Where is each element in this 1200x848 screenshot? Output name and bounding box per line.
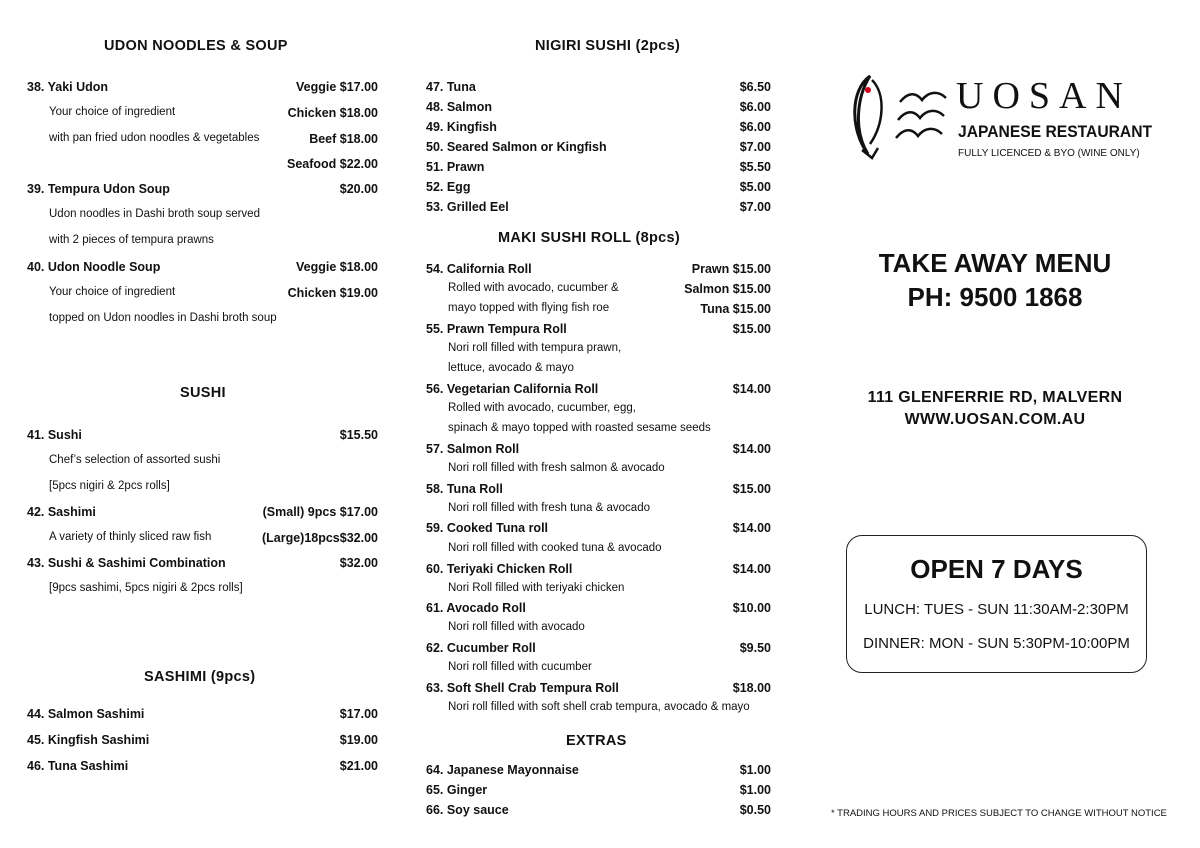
price-57: $14.00 [732,442,771,456]
desc-54-2: mayo topped with flying fish roe [448,302,610,314]
menu-item-66: 66. Soy sauce [426,803,509,817]
price-58: $15.00 [732,482,771,496]
sushi-section-title: SUSHI [180,385,226,401]
menu-item-65: 65. Ginger [426,783,488,797]
price-46: $21.00 [339,759,378,773]
sashimi-section-title: SASHIMI (9pcs) [144,669,256,685]
menu-item-41: 41. Sushi [27,428,82,442]
desc-54-1: Rolled with avocado, cucumber & [448,282,619,294]
price-54-salmon: Salmon $15.00 [684,282,771,296]
desc-55-2: lettuce, avocado & mayo [448,362,574,374]
menu-item-38: 38. Yaki Udon [27,80,109,94]
lunch-hours: LUNCH: TUES - SUN 11:30AM-2:30PM [864,601,1129,618]
menu-item-42: 42. Sashimi [27,505,96,519]
price-53: $7.00 [739,200,771,214]
desc-41-1: Chef’s selection of assorted sushi [49,454,221,466]
maki-section-title: MAKI SUSHI ROLL (8pcs) [498,230,680,246]
desc-61: Nori roll filled with avocado [448,621,585,633]
opening-hours-box [846,535,1147,673]
price-66: $0.50 [739,803,771,817]
price-59: $14.00 [732,521,771,535]
open-days-heading: OPEN 7 DAYS [910,554,1083,584]
licence-note: FULLY LICENCED & BYO (WINE ONLY) [958,148,1140,159]
menu-item-49: 49. Kingfish [426,120,497,134]
desc-56-1: Rolled with avocado, cucumber, egg, [448,402,636,414]
brand-name: UOSAN [956,75,1132,117]
price-42-small: (Small) 9pcs $17.00 [262,505,378,519]
menu-item-40: 40. Udon Noodle Soup [27,260,161,274]
price-63: $18.00 [732,681,771,695]
menu-item-44: 44. Salmon Sashimi [27,707,145,721]
price-48: $6.00 [739,100,771,114]
phone-number: PH: 9500 1868 [907,282,1083,312]
price-50: $7.00 [739,140,771,154]
desc-55-1: Nori roll filled with tempura prawn, [448,342,622,354]
price-38-beef: Beef $18.00 [309,132,378,146]
menu-item-64: 64. Japanese Mayonnaise [426,763,579,777]
menu-item-51: 51. Prawn [426,160,485,174]
price-54-prawn: Prawn $15.00 [691,262,771,276]
menu-item-55: 55. Prawn Tempura Roll [426,322,567,336]
desc-56-2: spinach & mayo topped with roasted sesame seeds [448,422,711,434]
extras-section-title: EXTRAS [566,733,627,749]
price-38-veggie: Veggie $17.00 [295,80,378,94]
desc-42-1: A variety of thinly sliced raw fish [49,531,212,543]
price-38-chicken: Chicken $18.00 [287,106,378,120]
price-45: $19.00 [339,733,378,747]
price-64: $1.00 [739,763,771,777]
price-62: $9.50 [739,641,771,655]
menu-item-56: 56. Vegetarian California Roll [426,382,599,396]
price-52: $5.00 [739,180,771,194]
dinner-hours: DINNER: MON - SUN 5:30PM-10:00PM [863,635,1130,652]
price-51: $5.50 [739,160,771,174]
nigiri-section-title: NIGIRI SUSHI (2pcs) [535,38,681,54]
fish-wave-logo-icon [842,72,952,162]
udon-section-title: UDON NOODLES & SOUP [104,38,288,54]
address: 111 GLENFERRIE RD, MALVERN [867,389,1123,406]
desc-57: Nori roll filled with fresh salmon & avocado [448,462,665,474]
price-44: $17.00 [339,707,378,721]
desc-41-2: [5pcs nigiri & 2pcs rolls] [49,480,170,492]
price-40-veggie: Veggie $18.00 [295,260,378,274]
menu-item-54: 54. California Roll [426,262,532,276]
menu-item-45: 45. Kingfish Sashimi [27,733,150,747]
menu-item-58: 58. Tuna Roll [426,482,503,496]
price-56: $14.00 [732,382,771,396]
desc-39-2: with 2 pieces of tempura prawns [49,234,214,246]
menu-item-61: 61. Avocado Roll [426,601,526,615]
menu-item-57: 57. Salmon Roll [426,442,520,456]
price-42-large: (Large)18pcs$32.00 [261,531,378,545]
price-40-chicken: Chicken $19.00 [287,286,378,300]
menu-item-48: 48. Salmon [426,100,492,114]
price-55: $15.00 [732,322,771,336]
menu-item-62: 62. Cucumber Roll [426,641,536,655]
menu-item-59: 59. Cooked Tuna roll [426,521,549,535]
price-65: $1.00 [739,783,771,797]
desc-38-1: Your choice of ingredient [49,106,176,118]
menu-item-43: 43. Sushi & Sashimi Combination [27,556,226,570]
price-47: $6.50 [739,80,771,94]
menu-item-46: 46. Tuna Sashimi [27,759,129,773]
menu-item-52: 52. Egg [426,180,471,194]
website: WWW.UOSAN.COM.AU [904,411,1086,428]
price-43: $32.00 [339,556,378,570]
menu-item-53: 53. Grilled Eel [426,200,509,214]
desc-59: Nori roll filled with cooked tuna & avocado [448,542,662,554]
price-38-seafood: Seafood $22.00 [286,157,378,171]
desc-62: Nori roll filled with cucumber [448,661,592,673]
desc-60: Nori Roll filled with teriyaki chicken [448,582,625,594]
price-54-tuna: Tuna $15.00 [700,302,771,316]
price-41: $15.50 [339,428,378,442]
price-61: $10.00 [732,601,771,615]
desc-43-1: [9pcs sashimi, 5pcs nigiri & 2pcs rolls] [49,582,243,594]
desc-39-1: Udon noodles in Dashi broth soup served [49,208,260,220]
menu-item-50: 50. Seared Salmon or Kingfish [426,140,607,154]
footnote: * TRADING HOURS AND PRICES SUBJECT TO CHANGE WITHOUT NOTICE [831,808,1167,819]
desc-40-1: Your choice of ingredient [49,286,176,298]
desc-63: Nori roll filled with soft shell crab tempura, avocado & mayo [448,701,750,713]
desc-40-2: topped on Udon noodles in Dashi broth soup [49,312,277,324]
takeaway-heading: TAKE AWAY MENU [878,248,1112,278]
price-39: $20.00 [339,182,378,196]
menu-item-63: 63. Soft Shell Crab Tempura Roll [426,681,619,695]
desc-58: Nori roll filled with fresh tuna & avocado [448,502,650,514]
price-49: $6.00 [739,120,771,134]
menu-item-39: 39. Tempura Udon Soup [27,182,170,196]
price-60: $14.00 [732,562,771,576]
menu-item-47: 47. Tuna [426,80,476,94]
desc-38-2: with pan fried udon noodles & vegetables [49,132,260,144]
menu-item-60: 60. Teriyaki Chicken Roll [426,562,573,576]
brand-subtitle: JAPANESE RESTAURANT [958,122,1153,141]
